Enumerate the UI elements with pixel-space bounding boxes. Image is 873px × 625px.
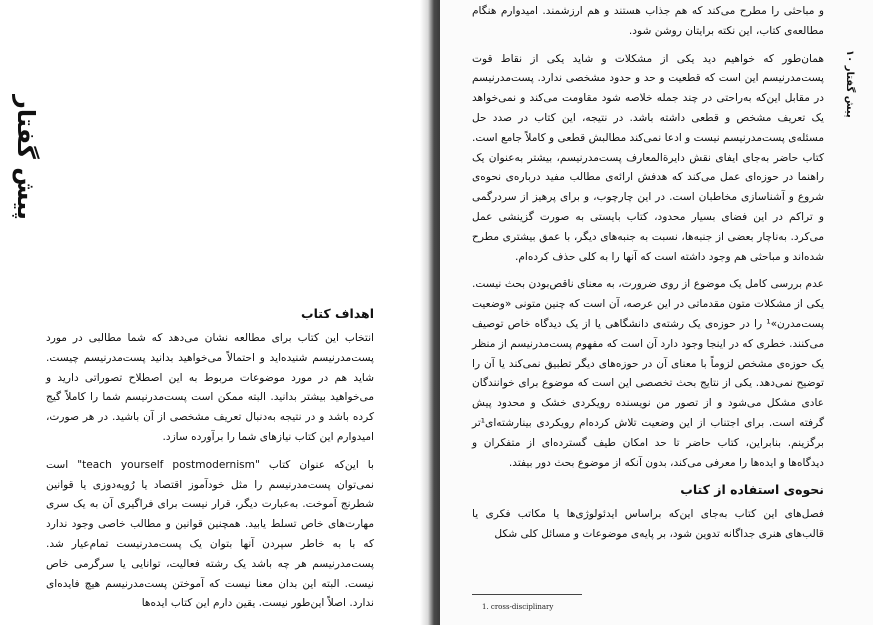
right-page — [0, 0, 420, 625]
section-heading-how-to-use: نحوه‌ی استفاده از کتاب — [680, 482, 824, 498]
book-gutter — [420, 0, 440, 625]
left-page-text — [472, 2, 824, 545]
right-page-text — [46, 305, 374, 614]
paragraph: انتخاب این کتاب برای مطالعه نشان می‌دهد که شما مطالبی در مورد پست‌مدرنیسم شنیده‌اید و احتمالاً می‌خواهید بدانید پست‌مدرنیسم چیست. شاید هم در مورد موضوعات مربوط به این اصطلاح تصوراتی دارید و می‌خواهید بیشتر بدانید. البته ممکن است پست‌مدرنیسم شما را کاملاً گیج کرده باشد و در نتیجه به‌دنبال تعریف مشخصی از آن باشید. در هر صورت، امیدوارم این کتاب نیازهای شما را برآورده سازد. — [46, 332, 374, 443]
footnote-divider — [472, 594, 582, 595]
section-heading-book-goals: اهداف کتاب — [301, 306, 374, 321]
paragraph: فصل‌های این کتاب به‌جای این‌که براساس ایدئولوژی‌ها یا مکاتب فکری یا قالب‌های هنری جداگانه تدوین شود، بر پایه‌ی موضوعات و مسائل کلی شکل — [472, 508, 824, 541]
paragraph: با این‌که عنوان کتاب "teach yourself postmodernism" است نمی‌توان پست‌مدرنیسم را مثل خودآموز اقتصاد یا رُویه‌دوزی یا قوانین شطرنج آموخت. به‌عبارت دیگر، قرار نیست برای فراگیری آن به یک سری مهارت‌های خاص تسلط یابید. همچنین قوانین و مطالب خاصی وجود ندارد که با به خاطر سپردن آنها بتوان یک پست‌مدرنیست تمام‌عیار شد. پست‌مدرنیسم هر چه باشد یک رشته فعالیت، توانایی یا سرگرمی خاص نیست. البته این بدان معنا نیست که آموختن پست‌مدرنیسم هیچ فایده‌ای ندارد. اصلاً این‌طور نیست. یقین دارم این کتاب ایده‌ها — [46, 458, 374, 610]
paragraph: و مباحثی را مطرح می‌کند که هم جذاب هستند و هم ارزشمند. امیدوارم هنگام مطالعه‌ی کتاب، این نکته برایتان روشن شود. — [472, 5, 824, 37]
paragraph: همان‌طور که خواهیم دید یکی از مشکلات و شاید یکی از نقاط قوت پست‌مدرنیسم این است که قطعیت و حد و حدود مشخصی ندارد. پست‌مدرنیسم در مقابل این‌که به‌راحتی در چند جمله خلاصه شود مقاومت می‌کند و نمی‌خواهد یک تعریف مشخص و قطعی داشته باشد. در نتیجه، این کتاب در صدد حل مسئله‌ی پست‌مدرنیسم نیست و ادعا نمی‌کند مطالبش قطعی و کاملاً جامع است. کتاب حاضر به‌جای ایفای نقش دایرة‌المعارف پست‌مدرنیسم، بیشتر به‌عنوان یک راهنما در حوزه‌ای عمل می‌کند که هدفش ارائه‌ی مطالب مفید درباره‌ی نحوه‌ی شروع و آشناسازی مخاطبان است. در این چارچوب، و برای پرهیز از سردرگمی و تراکم در این فضای بسیار محدود، کتاب بایستی به صورت گزینشی عمل می‌کرد. به‌ناچار بعضی از جنبه‌ها، نسبت به جنبه‌های دیگر، با عمق بیشتری مطرح شده‌اند و مباحثی هم وجود داشته است که آنها را به کلی حذف کرده‌ام. — [472, 52, 824, 263]
running-header: ۱۰ پیش گفتار — [844, 50, 855, 118]
footnote: 1. cross-disciplinary — [482, 603, 554, 611]
chapter-title: پیش گفتار — [12, 95, 40, 220]
paragraph: عدم بررسی کامل یک موضوع از روی ضرورت، به معنای ناقص‌بودن بحث نیست. یکی از مشکلات متون مقدماتی در این عرصه، آن است که چنین متونی «وضعیت پست‌مدرن»¹ را در حوزه‌ی یک رشته‌ی دانشگاهی یا از یک دیدگاه خاص توصیف می‌کنند. خطری که در اینجا وجود دارد آن است که مفهوم پست‌مدرنیسم از منظر یک حوزه‌ی مشخص لزوماً با معنای آن در حوزه‌های دیگر تطبیق نمی‌کند یا آن را توضیح نمی‌دهد. یکی از نتایج بحث تخصصی این است که موضوع برای خوانندگان عادی مشکل می‌شود و از تصور من نویسنده رویکردی خشک و محدود پیش گرفته است. برای اجتناب از این وضعیت تلاش کرده‌ام رویکردی بینارشته‌ای¹تر برگزینم. بنابراین، کتاب حاضر تا حد امکان طیف گسترده‌ای از متفکران و دیدگاه‌ها و ایده‌ها را معرفی می‌کند، بدون آنکه از موضوع بحث دور بیفتد. — [472, 278, 824, 469]
